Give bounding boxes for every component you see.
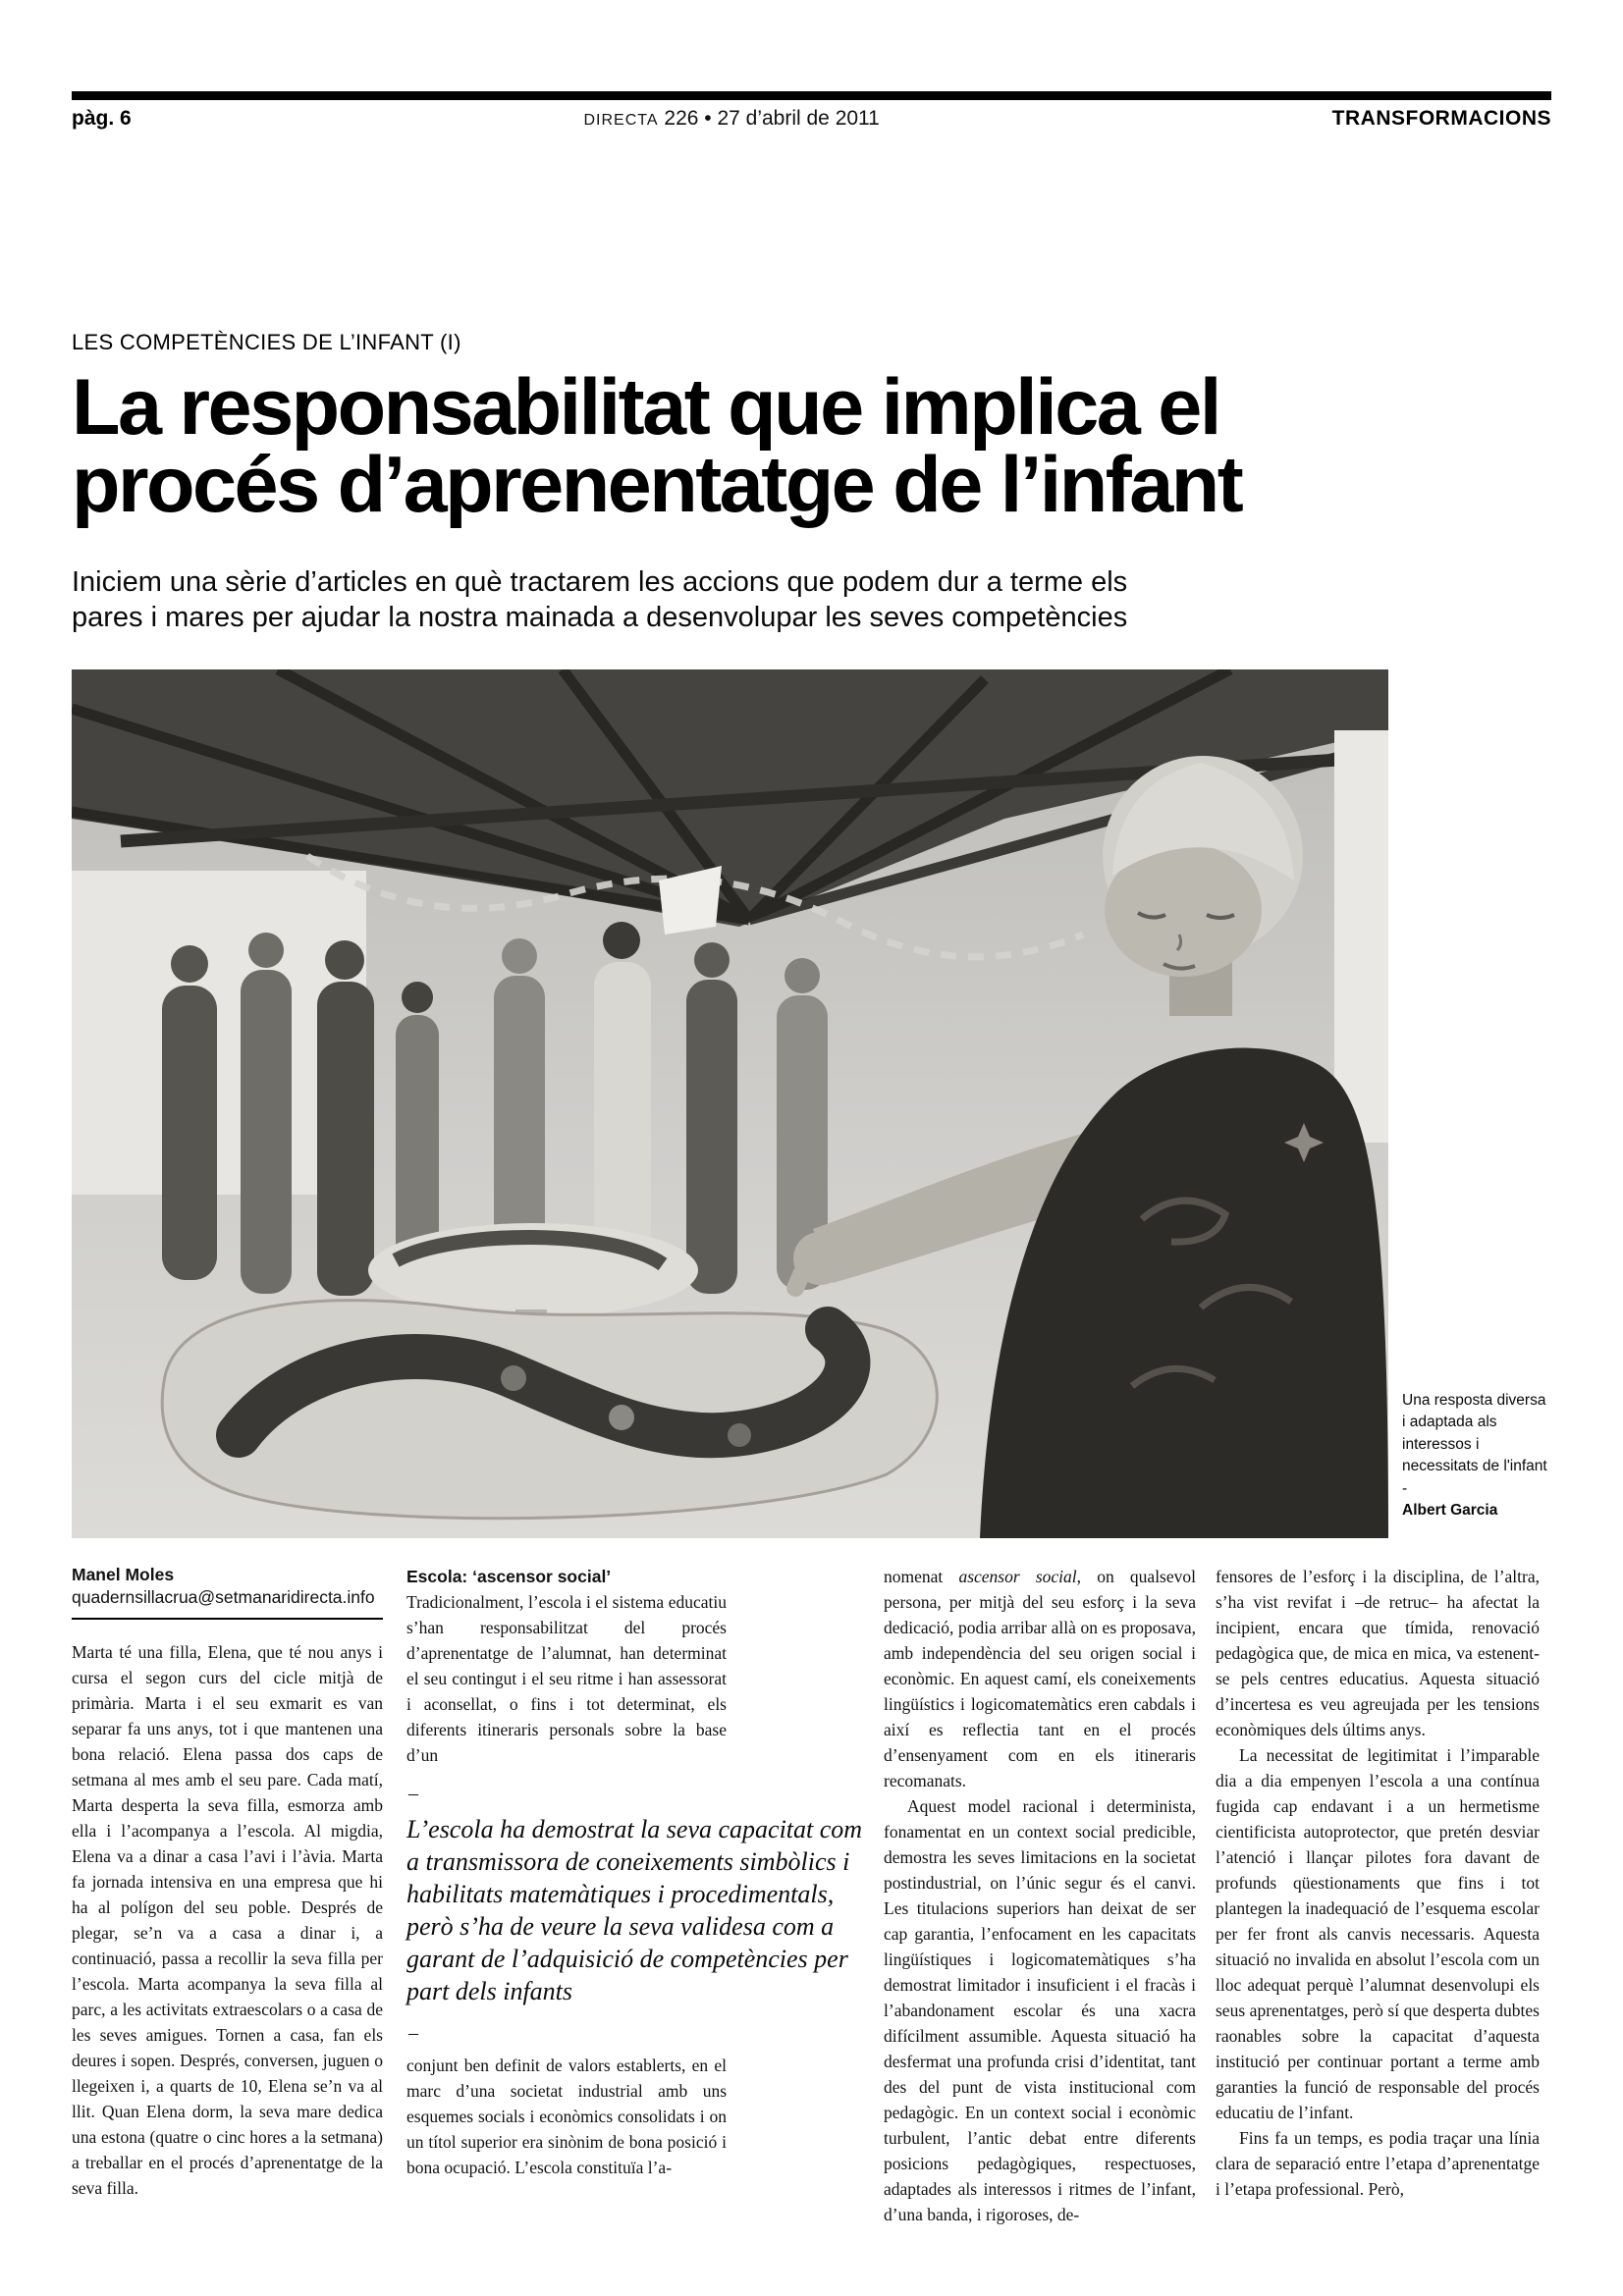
- headline: [72, 363, 1551, 530]
- paragraph: Aquest model racional i determinista, fonamentat en un context social predicible, demostra les seves limitacions en la societat postindustrial, on l’únic segur és el canvi. Les titulacions superiors han deixat de ser cap garantia, l’enfocament en les capacitats lingüístiques i logicomatemàtiques s’ha demostrat limitador i insuficient i el fracàs i l’abandonament escolar és una xacra difícilment assumible. Aquesta situació ha desfermat una profunda crisi d’identitat, tant des del punt de vista institucional com pedagògic. En un context social i econòmic turbulent, l’antic debat entre diferents posicions pedagògiques, respectuoses, adaptades als interessos i ritmes de l’infant, d’una banda, i rigoroses, de-: [884, 1795, 1196, 2224]
- headline-line-1: La responsabilitat que implica el: [72, 363, 1219, 452]
- headline-line-2: procés d’aprenentatge de l’infant: [72, 441, 1242, 530]
- marble-run: [162, 1300, 937, 1518]
- subhead-escola: Escola: ‘ascensor social’: [406, 1566, 612, 1586]
- kicker: LES COMPETÈNCIES DE L’INFANT (I): [72, 330, 461, 354]
- byline-author: Manel Moles: [72, 1564, 175, 1584]
- photo-caption: [1402, 1390, 1551, 1538]
- photo-caption-text: Una resposta diversa i adaptada als interessos i necessitats de l'infant: [1402, 1392, 1547, 1475]
- photo-caption-dash: -: [1402, 1479, 1408, 1497]
- paper-name: DIRECTA: [583, 112, 659, 129]
- paragraph: conjunt ben definit de valors establerts, en el marc d’una societat industrial amb uns esquemes socials i econòmics consolidats i on un títol superior era sinònim de bona posició i bona ocupació. L’escola constituïa l’a-: [406, 2055, 727, 2177]
- photo-credit: Albert Garcia: [1402, 1502, 1498, 1520]
- article-body: [72, 1564, 1551, 2227]
- page-number-label: pàg. 6: [72, 107, 132, 130]
- pullquote-dash-top: –: [408, 1782, 418, 1804]
- photo-illustration: [72, 669, 1388, 1538]
- paragraph: Fins fa un temps, es podia traçar una línia clara de separació entre l’etapa d’aprenentatge i l’etapa professional. Però,: [1216, 2127, 1540, 2199]
- paragraph: fensores de l’esforç i la disciplina, de l’altra, s’ha vist revifat i –de retruc– ha afectat la incipient, encara que tímida, renovació pedagògica que, de mica en mica, va estenent-se pels centres educatius. Aquesta situació d’incertesa es veu agreujada per les tensions econòmiques dels últims anys.: [1216, 1566, 1540, 1739]
- byline-rule: [72, 1618, 383, 1620]
- paragraph-text: nomenat: [884, 1566, 959, 1586]
- masthead: [72, 107, 1551, 131]
- paragraph: Tradicionalment, l’escola i el sistema educatiu s’han responsabilitzat del procés d’aprenentatge de l’alumnat, han determinat el seu contingut i el seu ritme i han assessorat i aconsellat, o fins i tot determinat, els diferents itineraris personals sobre la base d’un: [406, 1591, 727, 1765]
- article-column-4: [1216, 1564, 1540, 2202]
- photo-block: [72, 669, 1551, 1538]
- byline-email: quadernsillacrua@setmanaridirecta.info: [72, 1586, 375, 1607]
- paragraph: Marta té una filla, Elena, que té nou anys i cursa el segon curs del cicle mitjà de primària. Marta i el seu exmarit es van separar fa uns anys, tot i que mantenen una bona relació. Elena passa dos caps de setmana al mes amb el seu pare. Cada matí, Marta desperta la seva filla, esmorza amb ella i l’acompanya a l’escola. Al migdia, Elena va a dinar a casa l’avi i l’àvia. Marta fa jornada intensiva en una empresa que hi ha al polígon del seu poble. Després de plegar, se’n va a casa a dinar i, a continuació, passa a recollir la seva filla per l’escola. Marta acompanya la seva filla al parc, a les activitats extraescolars o a casa de les seves amigues. Tornen a casa, fan els deures i sopen. Després, conversen, juguen o llegeixen i, a quarts de 10, Elena se’n va al llit. Quan Elena dorm, la seva mare dedica una estona (quatre o cinc hores a la setmana) a treballar en el procés d’aprenentatge de la seva filla.: [72, 1642, 383, 2199]
- pullquote: L’escola ha demostrat la seva capacitat com a transmissora de coneixements simbòlics i habilitats matemàtiques i procedimentals, però s’ha de veure la seva validesa com a garant de l’adquisició de competències per part dels infants: [406, 1814, 863, 2005]
- article-column-1: [72, 1564, 383, 2202]
- issue-label: [584, 107, 880, 131]
- pillar: [1334, 730, 1388, 1143]
- paragraph: La necessitat de legitimitat i l’imparable dia a dia empenyen l’escola a una contínua fugida cap endavant i a un hermetisme cientificista autoprotector, que pretén desviar l’atenció i llançar pilotes fora davant de profunds qüestionaments que fins i tot plantegen la inadequació de l’esquema escolar per fer front als canvis necessaris. Aquesta situació no invalida en absolut l’escola com un lloc adequat perquè l’alumnat desenvolupi els seus aprenentatges, però sí que desperta dubtes raonables sobre la capacitat d’aquesta institució per continuar portant a terme amb garanties la funció de responsable del procés educatiu de l’infant.: [1216, 1744, 1540, 2122]
- article-photo: [72, 669, 1388, 1538]
- section-label: TRANSFORMACIONS: [1331, 107, 1551, 130]
- paragraph: [884, 1564, 1196, 1793]
- standfirst: Iniciem una sèrie d’articles en què tractarem les accions que podem dur a terme els pares i mares per ajudar la nostra mainada a desenvolupar les seves competències: [72, 565, 1128, 634]
- pullquote-dash-bottom: –: [408, 2021, 418, 2044]
- top-rule: [72, 91, 1551, 100]
- article-column-3: [884, 1564, 1196, 2227]
- issue-date: 226 • 27 d’abril de 2011: [664, 107, 880, 130]
- paragraph-text: , on qualsevol persona, per mitjà del seu esforç i la seva dedicació, podia arribar allà on es proposava, amb independència del seu origen social i econòmic. En aquest camí, els coneixements lingüístics i logicomatemàtics eren cabdals i així es reflectia tant en el procés d’ensenyament com en els itineraris recomanats.: [884, 1566, 1196, 1790]
- italic-term: ascensor social: [958, 1566, 1077, 1586]
- article-column-2: [406, 1564, 863, 2180]
